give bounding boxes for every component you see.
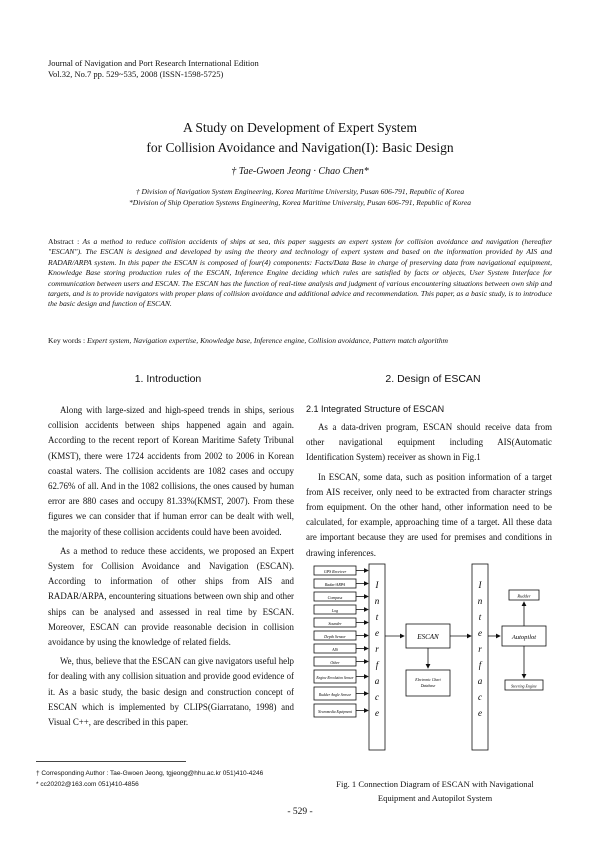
- svg-text:c: c: [375, 692, 379, 702]
- svg-text:ESCAN: ESCAN: [417, 633, 439, 641]
- section-2-heading: 2. Design of ESCAN: [385, 373, 481, 385]
- paper-title: [0, 118, 600, 158]
- right-interface: [472, 564, 488, 750]
- svg-text:e: e: [375, 628, 379, 638]
- footnote-1: † Corresponding Author : Tae-Gwoen Jeong, tgjeong@hhu.ac.kr 051)410-4246: [36, 770, 264, 777]
- steering-engine-box: [505, 680, 543, 690]
- input-box: [314, 670, 368, 683]
- svg-text:Engine Revolution Sensor: Engine Revolution Sensor: [316, 676, 354, 680]
- keywords: [48, 336, 552, 345]
- svg-text:AIS: AIS: [332, 647, 338, 652]
- svg-text:c: c: [478, 692, 482, 702]
- authors: † Tae-Gwoen Jeong · Chao Chen*: [231, 166, 369, 177]
- svg-text:f: f: [478, 660, 482, 670]
- svg-text:Rudder Angle Sensor: Rudder Angle Sensor: [318, 693, 352, 697]
- svg-text:e: e: [375, 708, 379, 718]
- paragraph: We, thus, believe that the ESCAN can give navigators useful help for dealing with any collision situation and provide good evidence of it. As a basic study, the basic design and construction concept of ESCAN which is implemented by CLIPS(Giarratano, 1998) and Visual C++, are described in this paper.: [48, 656, 294, 728]
- input-box: [314, 644, 368, 653]
- svg-text:Steering Engine: Steering Engine: [511, 683, 537, 689]
- paragraph: As a data-driven program, ESCAN should receive data from other navigational equipment including AIS(Automatic Identification System) receiver as shown in Fig.1: [306, 422, 552, 463]
- svg-text:n: n: [374, 596, 380, 606]
- svg-text:I: I: [478, 580, 482, 590]
- input-boxes: [314, 566, 368, 717]
- figure-1-diagram: [306, 560, 566, 770]
- svg-text:Other: Other: [330, 660, 340, 665]
- footnote-2: * cc20202@163.com 051)410-4856: [36, 781, 139, 788]
- journal-header: [48, 58, 259, 80]
- input-box: [314, 631, 368, 640]
- section-2-body: [306, 420, 552, 565]
- left-interface: [369, 564, 385, 750]
- page-number: - 529 -: [287, 807, 313, 817]
- svg-text:t: t: [478, 612, 482, 622]
- abstract-text: As a method to reduce collision accidents of ships at sea, this paper suggests an expert system for collision avoidance and navigation (hereafter "ESCAN"). The ESCAN is designed and developed by using the theory and technology of expert system and based on the information provided by AIS and RADAR/ARPA system. In this paper the ESCAN is composed of four(4) components: Facts/Data Base in charge of preserving data from navigational equipment, Knowledge Base storing production rules of the ESCAN, Inference Engine deciding which rules are satisfied by facts or objects, User System Interface for communication between users and ESCAN. The ESCAN has the function of real-time analysis and judgment of various encountering situations between own ship and targets, and is to provide navigators with proper plans of collision avoidance and additional advice and recommendation. This paper, as a basic study, is to introduce the basic design and function of ESCAN.: [48, 237, 552, 309]
- affiliations: [40, 186, 560, 208]
- svg-text:Electronic Chart: Electronic Chart: [415, 678, 441, 682]
- rudder-box: [509, 590, 539, 600]
- input-box: [314, 704, 368, 717]
- subsection-2-1-heading: 2.1 Integrated Structure of ESCAN: [306, 404, 445, 414]
- keywords-label: Key words :: [48, 336, 88, 345]
- svg-text:Sounder: Sounder: [328, 621, 342, 626]
- svg-text:Autopilot: Autopilot: [511, 634, 537, 641]
- journal-name: Journal of Navigation and Port Research International Edition: [48, 58, 259, 68]
- abstract: [48, 237, 552, 310]
- paragraph: Along with large-sized and high-speed trends in ships, serious collision accidents between ships happened again and again. According to the recent report of Korean Maritime Safety Tribunal (KMST), there were 1724 accidents from 2002 to 2006 in Korean coastal waters. The collision accidents are 1082 cases and occupy 62.76% of all. And in the 1082 collisions, the ones caused by human error are 880 cases and occupy 81.33%(KMST, 2007). From these figures we can consider that if human error can be dealt with well, the majority of these collision accidents could have been avoided.: [48, 405, 294, 537]
- svg-text:GPS Receiver: GPS Receiver: [323, 569, 347, 574]
- journal-volume: Vol.32, No.7 pp. 529~535, 2008 (ISSN-1598-5725): [48, 69, 224, 79]
- svg-text:Database: Database: [420, 684, 436, 688]
- svg-text:r: r: [478, 644, 482, 654]
- svg-text:Rudder: Rudder: [517, 593, 531, 599]
- svg-text:Radar/ARPA: Radar/ARPA: [324, 582, 346, 587]
- input-box: [314, 657, 368, 666]
- paragraph: In ESCAN, some data, such as position information of a target from AIS receiver, only need to be extracted from character strings from equipment. On the other hand, other information need to be calculated, for example, approaching time of a target. All these data are important because they are used for premises and conditions in drawing inferences.: [306, 471, 552, 558]
- escan-box: [385, 624, 471, 668]
- svg-text:Depth Sensor: Depth Sensor: [324, 634, 346, 639]
- input-box: [314, 605, 368, 614]
- input-box: [314, 592, 368, 601]
- caption-line-2: Equipment and Autopilot System: [377, 793, 493, 803]
- section-1-body: [48, 403, 294, 734]
- svg-text:f: f: [375, 660, 379, 670]
- svg-text:r: r: [375, 644, 379, 654]
- svg-text:n: n: [477, 596, 483, 606]
- svg-text:e: e: [478, 708, 482, 718]
- chart-database-box: [406, 670, 450, 696]
- caption-line-1: Fig. 1 Connection Diagram of ESCAN with Navigational: [336, 779, 534, 789]
- svg-text:a: a: [374, 676, 380, 686]
- footnotes: [36, 768, 263, 790]
- input-box: [314, 687, 368, 700]
- svg-text:a: a: [477, 676, 483, 686]
- affiliation-1: † Division of Navigation System Engineering, Korea Maritime University, Pusan 606-791, Republic of Korea: [135, 187, 465, 196]
- affiliation-2: *Division of Ship Operation Systems Engineering, Korea Maritime University, Pusan 606-791, Republic of Korea: [129, 198, 471, 207]
- abstract-label: Abstract :: [48, 237, 83, 246]
- input-box: [314, 566, 368, 575]
- svg-text:Compass: Compass: [327, 595, 343, 600]
- autopilot-box: [488, 602, 546, 678]
- input-box: [314, 579, 368, 588]
- svg-text:Log: Log: [331, 608, 339, 613]
- keywords-text: Expert system, Navigation expertise, Knowledge base, Inference engine, Collision avoidance, Pattern match algorithm: [87, 336, 449, 345]
- footnote-divider: [36, 761, 186, 762]
- section-1-heading: 1. Introduction: [134, 373, 202, 385]
- title-line-2: for Collision Avoidance and Navigation(I): Basic Design: [146, 140, 454, 155]
- input-box: [314, 618, 368, 627]
- svg-text:I: I: [375, 580, 379, 590]
- svg-text:e: e: [478, 628, 482, 638]
- figure-1-caption: [306, 777, 564, 805]
- svg-text:t: t: [375, 612, 379, 622]
- paragraph: As a method to reduce these accidents, we proposed an Expert System for Collision Avoidance and Navigation (ESCAN). According to information of other ships from AIS and RADAR/ARPA, encountering situations between own ship and other ships can be analysed and assessed in real time by ESCAN. Moreover, ESCAN can provide reasonable decision in collision avoidance by using the knowledge of related fields.: [48, 545, 294, 648]
- svg-text:Neuromedia Equipment: Neuromedia Equipment: [317, 710, 353, 714]
- title-line-1: A Study on Development of Expert System: [183, 120, 417, 135]
